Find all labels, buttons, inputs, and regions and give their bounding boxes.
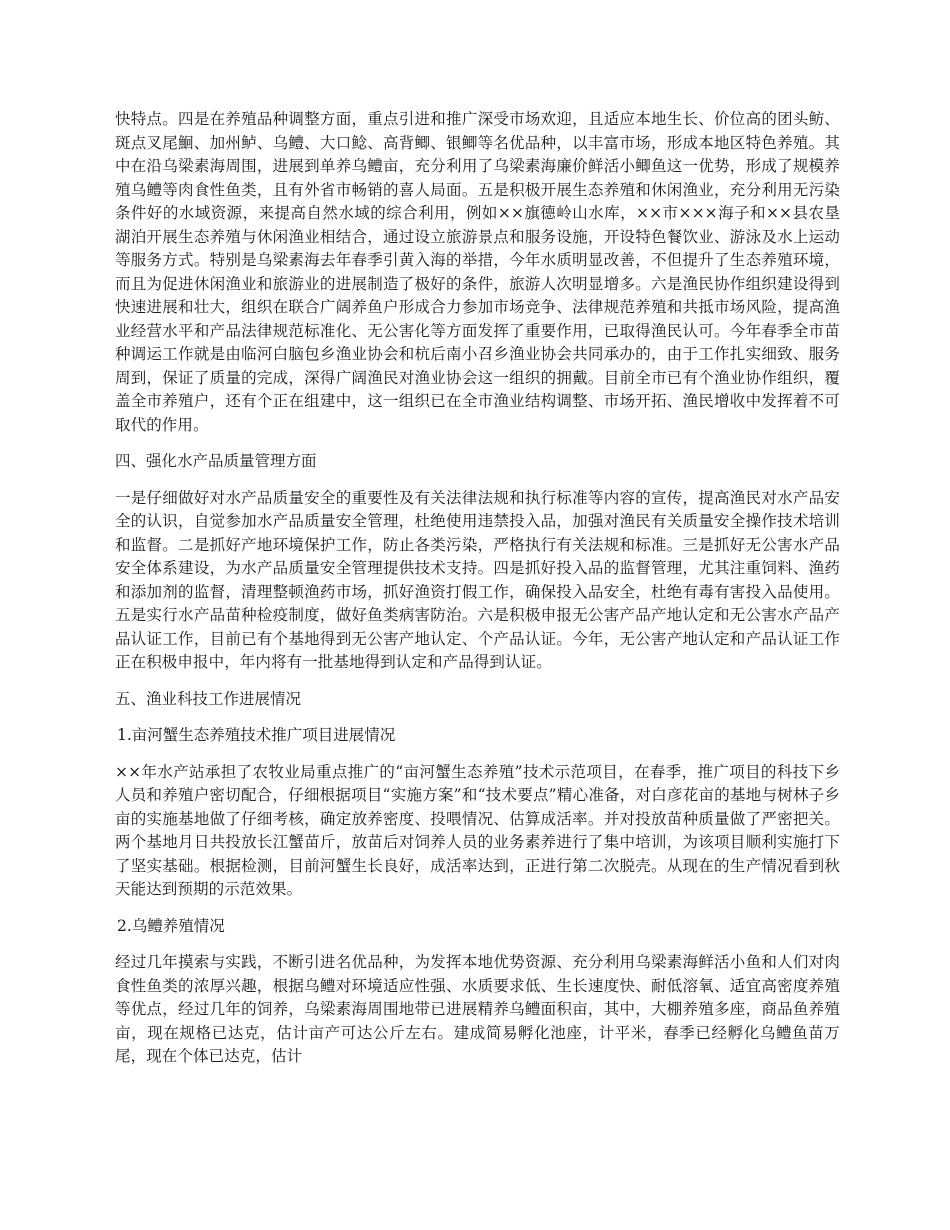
section-heading-quality-management: 四、强化水产品质量管理方面 (115, 452, 317, 470)
section-heading-technology-progress: 五、渔业科技工作进展情况 (115, 689, 302, 708)
paragraph-crab-project: ××年水产站承担了农牧业局重点推广的“亩河蟹生态养殖”技术示范项目，在春季，推广项目的科技下乡人员和养殖户密切配合，仔细根据项目“实施方案”和“技术要点”精心准备，对白彦花亩的基地与树林子乡亩的实施基地做了仔细考核，确定放养密度、投喂情况、估算成活率。并对投放苗种质量做了严密把关。两个基地月日共投放长江蟹苗斤，放苗后对饲养人员的业务素养进行了集中培训，为该项目顺利实施打下了坚实基础。根据检测，目前河蟹生长良好，成活率达到，正进行第二次脱壳。从现在的生产情况看到秋天能达到预期的示范效果。 (115, 762, 840, 898)
subheading-crab-project: 1.亩河蟹生态养殖技术推广项目进展情况 (117, 726, 396, 744)
subheading-snakehead-farming: 2.乌鳢养殖情况 (117, 916, 225, 935)
paragraph-quality-management: 一是仔细做好对水产品质量安全的重要性及有关法律法规和执行标准等内容的宣传，提高渔民对水产品安全的认识，自觉参加水产品质量安全管理，杜绝使用违禁投入品，加强对渔民有关质量安全操作技术培训和监督。二是抓好产地环境保护工作，防止各类污染，严格执行有关法规和标准。三是抓好无公害水产品安全体系建设，为水产品质量安全管理提供技术支持。四是抓好投入品的监督管理，尤其注重饲料、渔药和添加剂的监督，清理整顿渔药市场，抓好渔资打假工作，确保投入品安全，杜绝有毒有害投入品使用。五是实行水产品苗种检疫制度，做好鱼类病害防治。六是积极申报无公害产品产地认定和无公害水产品产品认证工作，目前已有个基地得到无公害产地认定、个产品认证。今年，无公害产地认定和产品认证工作正在积极申报中，年内将有一批基地得到认定和产品得到认证。 (115, 488, 840, 671)
paragraph-snakehead-farming: 经过几年摸索与实践，不断引进名优品种，为发挥本地优势资源、充分利用乌梁素海鲜活小鱼和人们对肉食性鱼类的浓厚兴趣，根据乌鳢对环境适应性强、水质要求低、生长速度快、耐低溶氧、适宜高密度养殖等优点，经过几年的饲养，乌梁素海周围地带已进展精养乌鳢面积亩，其中，大棚养殖多座，商品鱼养殖亩，现在规格已达克，估计亩产可达公斤左右。建成简易孵化池座，计平米，春季已经孵化乌鳢鱼苗万尾，现在个体已达克，估计 (115, 953, 840, 1065)
document-page (115, 108, 840, 1082)
paragraph-aquaculture-features: 快特点。四是在养殖品种调整方面，重点引进和推广深受市场欢迎，且适应本地生长、价位高的团头鲂、斑点叉尾鮰、加州鲈、乌鳢、大口鲶、高背鲫、银鲫等名优品种，以丰富市场，形成本地区特色养殖。其中在沿乌梁素海周围，进展到单养乌鳢亩，充分利用了乌梁素海廉价鲜活小鲫鱼这一优势，形成了规模养殖乌鳢等肉食性鱼类，且有外省市畅销的喜人局面。五是积极开展生态养殖和休闲渔业，充分利用无污染条件好的水域资源，来提高自然水域的综合利用，例如××旗德岭山水库，××市×××海子和××县农垦湖泊开展生态养殖与休闲渔业相结合，通过设立旅游景点和服务设施，开设特色餐饮业、游泳及水上运动等服务方式。特别是乌梁素海去年春季引黄入海的举措，今年水质明显改善，不但提升了生态养殖环境，而且为促进休闲渔业和旅游业的进展制造了极好的条件，旅游人次明显增多。六是渔民协作组织建设得到快速进展和壮大，组织在联合广阔养鱼户形成合力参加市场竞争、法律规范养殖和共抵市场风险，提高渔业经营水平和产品法律规范标准化、无公害化等方面发挥了重要作用，已取得渔民认可。今年春季全市苗种调运工作就是由临河白脑包乡渔业协会和杭后南小召乡渔业协会共同承办的，由于工作扎实细致、服务周到，保证了质量的完成，深得广阔渔民对渔业协会这一组织的拥戴。目前全市已有个渔业协作组织，覆盖全市养殖户，还有个正在组建中，这一组织已在全市渔业结构调整、市场开拓、渔民增收中发挥着不可取代的作用。 (115, 110, 840, 434)
